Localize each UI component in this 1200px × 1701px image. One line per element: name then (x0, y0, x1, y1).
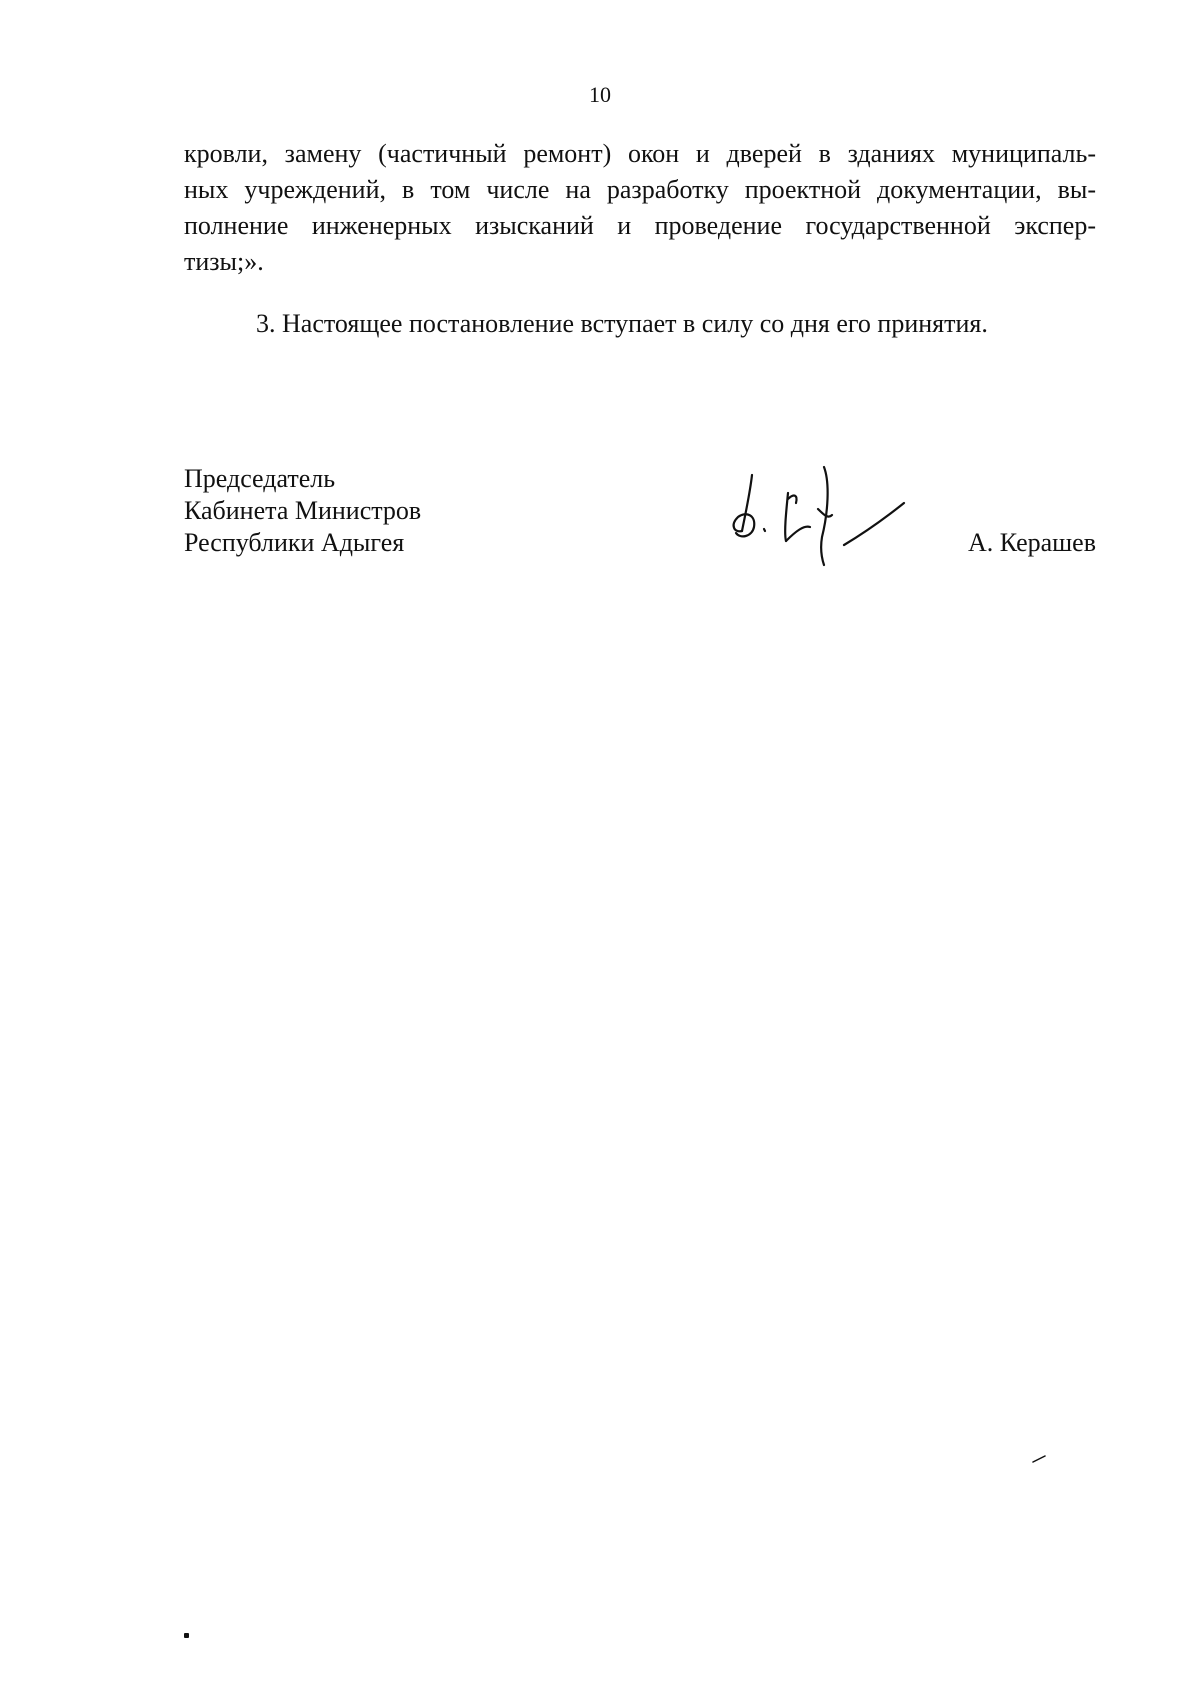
page-number: 10 (589, 82, 611, 107)
paragraph-line: полнение инженерных изысканий и проведение государственной экспер- (184, 211, 1096, 240)
signer-title (184, 463, 421, 559)
paragraph-clause-3: 3. Настоящее постановление вступает в силу со дня его принятия. (256, 309, 988, 338)
paragraph-line: тизы;». (184, 247, 264, 276)
signature-block (184, 463, 1096, 573)
stray-mark (1032, 1455, 1046, 1463)
signer-title-line: Председатель (184, 464, 336, 493)
paragraph-continuation (184, 136, 1096, 280)
paragraph-line: ных учреждений, в том числе на разработку проектной документации, вы- (184, 175, 1096, 204)
signer-name: А. Керашев (967, 528, 1096, 557)
stray-dot (184, 1633, 189, 1638)
document-body (184, 136, 1096, 342)
handwritten-signature (724, 453, 924, 573)
signer-title-line: Кабинета Министров (184, 496, 422, 525)
signer-title-line: Республики Адыгея (184, 528, 405, 557)
paragraph-line: кровли, замену (частичный ремонт) окон и дверей в зданиях муниципаль- (184, 139, 1096, 168)
